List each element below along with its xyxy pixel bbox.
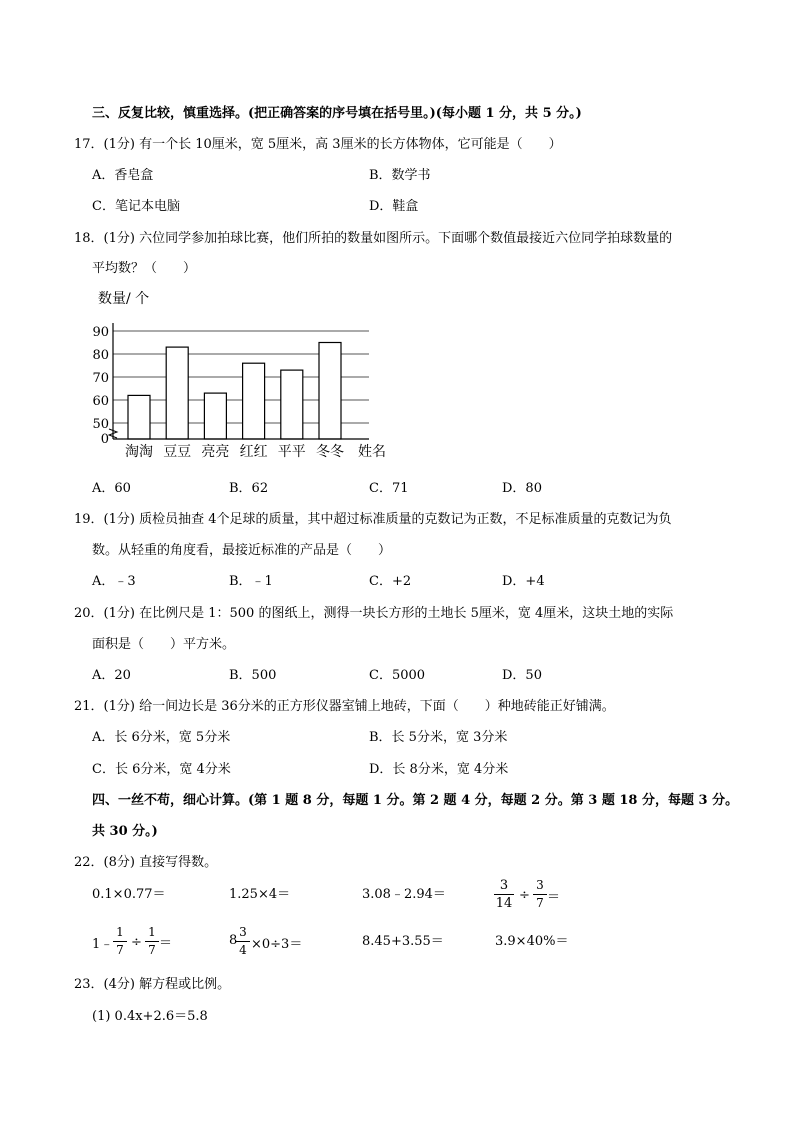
q17-stem: 17．(1分) 有一个长 10厘米，宽 5厘米，高 3厘米的长方体物体，它可能是（ ） (74, 137, 562, 152)
section4-title-line2: 共 30 分。) (92, 824, 158, 839)
q18-option-a: A．60 (92, 481, 131, 496)
x-category-label: 亮亮 (201, 444, 230, 460)
section4-title-line1: 四、一丝不苟，细心计算。(第 1 题 8 分，每题 1 分。第 2 题 4 分，每题 2 分。第 3 题 18 分，每题 3 分。 (92, 793, 739, 808)
bar (281, 370, 303, 439)
q20-option-c: C．5000 (369, 668, 426, 683)
q17-option-a: A．香皂盒 (92, 168, 154, 183)
q20-stem-line2: 面积是（ ）平方米。 (92, 637, 236, 652)
q18-stem-line1: 18．(1分) 六位同学参加拍球比赛，他们所拍的数量如图所示。下面哪个数值最接近六位同学拍球数量的 (74, 231, 673, 246)
q18-option-c: C．71 (369, 481, 409, 496)
q21-option-a: A．长 6分米，宽 5分米 (92, 730, 231, 745)
bar (128, 395, 150, 439)
q17-option-d: D．鞋盒 (369, 199, 419, 214)
q22-expr-1: 0.1×0.77＝ (92, 887, 166, 902)
q17-option-b: B．数学书 (369, 168, 431, 183)
y-tick-label: 90 (92, 325, 109, 340)
fraction: 1 7 (145, 925, 159, 958)
fraction: 3 4 (236, 925, 250, 958)
bar (243, 363, 265, 439)
q19-stem-line2: 数。从轻重的角度看，最接近标准的产品是（ ） (92, 543, 392, 558)
q19-option-a: A．﹣3 (92, 574, 136, 589)
q22-stem: 22．(8分) 直接写得数。 (74, 855, 218, 870)
q22-expr-2: 1.25×4＝ (229, 887, 291, 902)
q19-option-c: C．+2 (369, 574, 412, 589)
q18-option-b: B．62 (229, 481, 269, 496)
q21-stem: 21．(1分) 给一间边长是 36分米的正方形仪器室铺上地砖，下面（ ）种地砖能正好铺满。 (74, 699, 615, 714)
bar (166, 347, 188, 439)
x-category-label: 平平 (277, 444, 306, 460)
q21-option-b: B．长 5分米，宽 3分米 (369, 730, 508, 745)
x-category-label: 豆豆 (163, 444, 192, 460)
q20-stem-line1: 20．(1分) 在比例尺是 1：500 的图纸上，测得一块长方形的土地长 5厘米，宽 4厘米，这块土地的实际 (74, 606, 674, 621)
section3-title: 三、反复比较，慎重选择。(把正确答案的序号填在括号里。)(每小题 1 分，共 5 分。) (92, 106, 582, 121)
bar (204, 393, 226, 439)
q23-stem: 23．(4分) 解方程或比例。 (74, 977, 231, 992)
x-category-label: 淘淘 (125, 444, 153, 460)
q19-option-b: B．﹣1 (229, 574, 273, 589)
q22-expr-7: 8.45+3.55＝ (362, 934, 444, 949)
q22-expr-8: 3.9×40%＝ (495, 934, 569, 949)
y-tick-label: 0 (100, 432, 109, 447)
chart-y-axis-label: 数量/ 个 (98, 291, 150, 307)
y-tick-label: 50 (92, 417, 109, 432)
q20-option-a: A．20 (92, 668, 131, 683)
fraction: 1 7 (113, 925, 127, 958)
q18-option-d: D．80 (502, 481, 542, 496)
q21-option-d: D．长 8分米，宽 4分米 (369, 762, 509, 777)
y-tick-label: 80 (92, 348, 109, 363)
q23-sub1: (1) 0.4x+2.6＝5.8 (92, 1009, 208, 1024)
x-category-label: 冬冬 (316, 444, 344, 460)
q21-option-c: C．长 6分米，宽 4分米 (92, 762, 231, 777)
y-tick-label: 70 (92, 371, 109, 386)
bar (319, 343, 341, 440)
bar-chart (86, 285, 396, 463)
q20-option-b: B．500 (229, 668, 277, 683)
q17-option-c: C．笔记本电脑 (92, 199, 180, 214)
chart-x-axis-label: 姓名 (358, 444, 386, 460)
q20-option-d: D．50 (502, 668, 542, 683)
fraction: 3 14 (495, 878, 513, 911)
q19-option-d: D．+4 (502, 574, 545, 589)
y-tick-label: 60 (92, 394, 109, 409)
q22-expr-3: 3.08﹣2.94＝ (362, 887, 446, 902)
axis-break-mark (109, 429, 117, 438)
x-category-label: 红红 (239, 444, 268, 460)
q19-stem-line1: 19．(1分) 质检员抽查 4个足球的质量，其中超过标准质量的克数记为正数，不足标准质量的克数记为负 (74, 512, 672, 527)
q18-stem-line2: 平均数？（ ） (92, 261, 197, 276)
fraction: 3 7 (533, 878, 547, 911)
